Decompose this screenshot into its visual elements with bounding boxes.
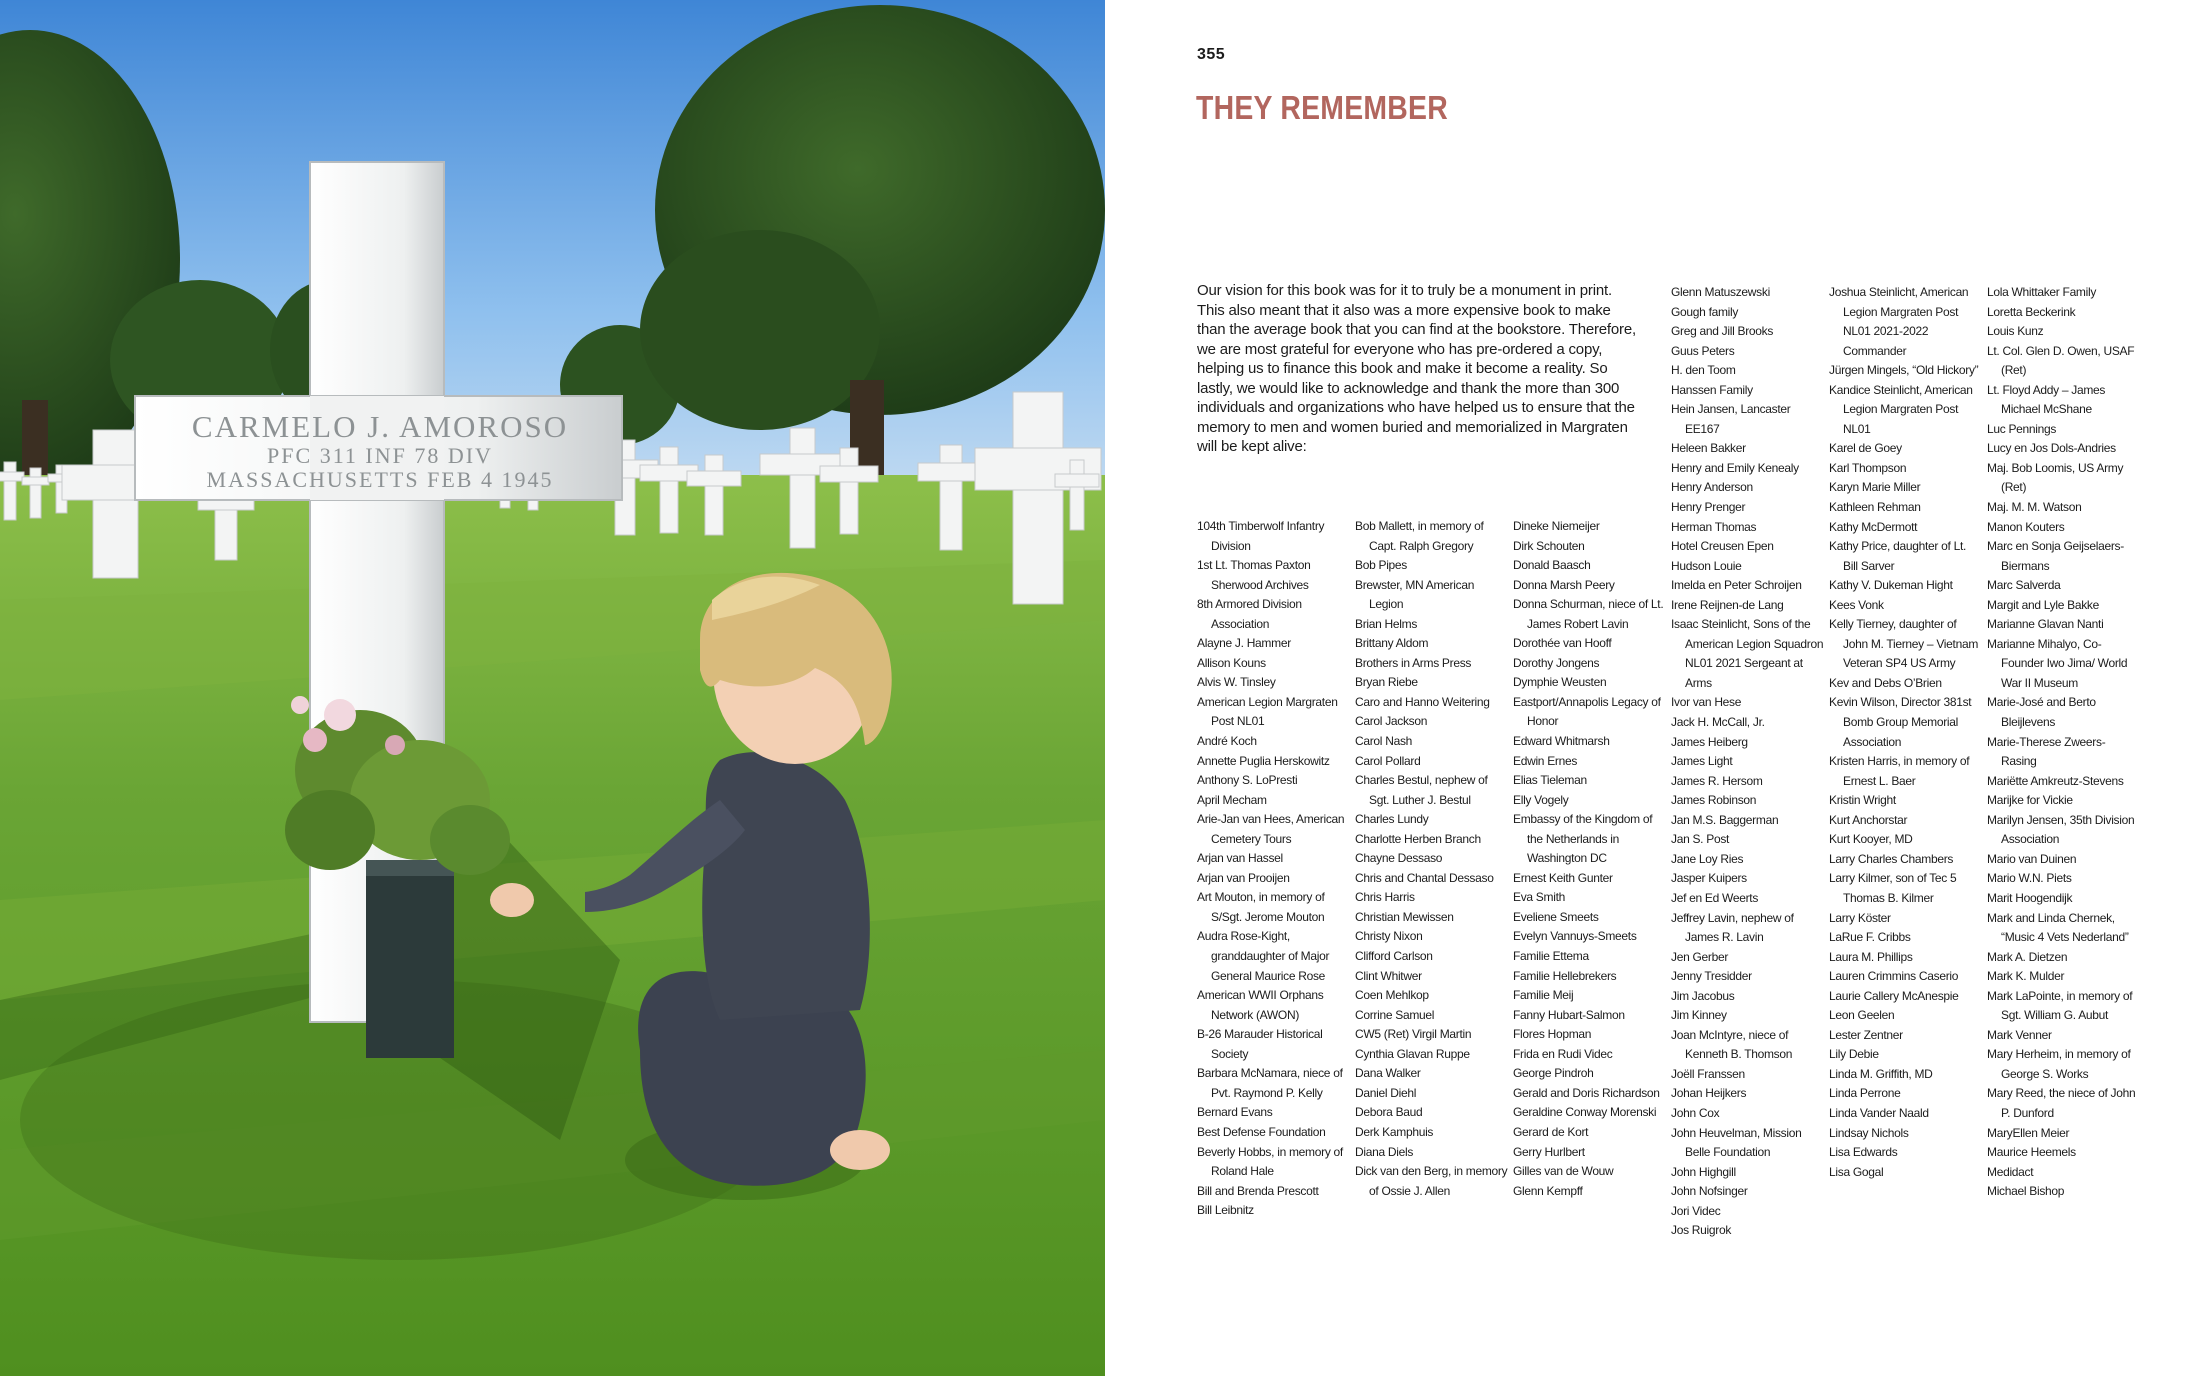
name-entry: Mario van Duinen xyxy=(1987,851,2077,866)
name-entry: Kevin Wilson, Director 381st Bomb Group Memorial Association xyxy=(1829,695,1972,749)
name-entry: Cynthia Glavan Ruppe xyxy=(1355,1046,1470,1061)
name-entry: Greg and Jill Brooks xyxy=(1671,324,1774,339)
name-entry: Joëll Franssen xyxy=(1671,1066,1745,1081)
name-entry: Luc Pennings xyxy=(1987,421,2057,436)
name-entry: Dorothy Jongens xyxy=(1513,655,1600,670)
name-entry: Hein Jansen, Lancaster EE167 xyxy=(1671,402,1791,436)
name-entry: Michael Bishop xyxy=(1987,1184,2065,1199)
name-entry: H. den Toom xyxy=(1671,363,1736,378)
name-entry: Carol Nash xyxy=(1355,734,1413,749)
name-entry: Jeffrey Lavin, nephew of James R. Lavin xyxy=(1671,910,1794,945)
name-entry: Chayne Dessaso xyxy=(1355,851,1443,866)
name-column-2 xyxy=(1355,517,1508,1201)
text-page xyxy=(1105,0,2210,1376)
name-entry: Isaac Steinlicht, Sons of the American Legion Squadron NL01 2021 Sergeant at Arms xyxy=(1671,617,1824,690)
name-entry: Charlotte Herben Branch xyxy=(1355,831,1481,846)
name-entry: Dineke Niemeijer xyxy=(1513,519,1600,533)
name-entry: CW5 (Ret) Virgil Martin xyxy=(1355,1027,1472,1042)
name-entry: 1st Lt. Thomas Paxton Sherwood Archives xyxy=(1197,558,1311,592)
name-entry: Mary Herheim, in memory of George S. Works xyxy=(1987,1047,2131,1081)
name-entry: Hotel Creusen Epen xyxy=(1671,539,1774,554)
name-entry: Mary Reed, the niece of John P. Dunford xyxy=(1987,1086,2136,1120)
name-entry: Maj. M. M. Watson xyxy=(1987,500,2082,515)
name-entry: Kelly Tierney, daughter of John M. Tierney – Vietnam Veteran SP4 US Army xyxy=(1829,617,1979,671)
name-entry: Clifford Carlson xyxy=(1355,949,1433,964)
name-entry: Linda M. Griffith, MD xyxy=(1829,1066,1933,1081)
name-entry: Mario W.N. Piets xyxy=(1987,871,2072,886)
name-entry: Marianne Mihalyo, Co-Founder Iwo Jima/ World War II Museum xyxy=(1987,636,2128,690)
name-entry: John Highgill xyxy=(1671,1164,1736,1179)
name-entry: Elias Tieleman xyxy=(1513,773,1587,788)
name-entry: Marijke for Vickie xyxy=(1987,793,2073,808)
name-entry: Allison Kouns xyxy=(1197,655,1266,670)
name-entry: Maurice Heemels xyxy=(1987,1145,2076,1160)
name-entry: Embassy of the Kingdom of the Netherlands in Washington DC xyxy=(1513,812,1653,866)
name-entry: Dorothée van Hooff xyxy=(1513,636,1612,651)
name-entry: Art Mouton, in memory of S/Sgt. Jerome Mouton xyxy=(1197,890,1325,924)
name-entry: Clint Whitwer xyxy=(1355,968,1422,983)
name-entry: Bernard Evans xyxy=(1197,1105,1273,1120)
name-entry: 104th Timberwolf Infantry Division xyxy=(1197,519,1325,553)
name-entry: Chris and Chantal Dessaso xyxy=(1355,870,1494,885)
name-entry: Carol Pollard xyxy=(1355,753,1421,768)
name-entry: Marc en Sonja Geijselaers-Biermans xyxy=(1987,539,2124,573)
name-entry: American WWII Orphans Network (AWON) xyxy=(1197,988,1324,1022)
name-entry: Jürgen Mingels, “Old Hickory” xyxy=(1829,363,1979,378)
cross-name: CARMELO J. AMOROSO xyxy=(191,409,569,444)
name-entry: Geraldine Conway Morenski xyxy=(1513,1105,1657,1120)
name-entry: Beverly Hobbs, in memory of Roland Hale xyxy=(1197,1144,1343,1179)
name-entry: Glenn Kempff xyxy=(1513,1183,1583,1198)
name-entry: Charles Lundy xyxy=(1355,812,1429,827)
name-entry: Joshua Steinlicht, American Legion Margraten Post NL01 2021-2022 Commander xyxy=(1829,285,1969,358)
name-entry: Gough family xyxy=(1671,304,1739,319)
name-entry: Jim Jacobus xyxy=(1671,988,1735,1003)
name-entry: Margit and Lyle Bakke xyxy=(1987,597,2099,612)
name-entry: Lily Debie xyxy=(1829,1047,1879,1062)
name-entry: Karl Thompson xyxy=(1829,460,1907,475)
name-entry: Jasper Kuipers xyxy=(1671,871,1747,886)
name-entry: MaryEllen Meier xyxy=(1987,1125,2070,1140)
name-entry: Mariëtte Amkreutz-Stevens xyxy=(1987,773,2124,788)
name-entry: Loretta Beckerink xyxy=(1987,304,2076,319)
name-entry: Fanny Hubart-Salmon xyxy=(1513,1007,1625,1022)
name-entry: George Pindroh xyxy=(1513,1066,1594,1081)
name-entry: Laura M. Phillips xyxy=(1829,949,1913,964)
name-entry: Jef en Ed Weerts xyxy=(1671,890,1759,905)
name-entry: Caro and Hanno Weitering xyxy=(1355,694,1490,709)
name-entry: Arie-Jan van Hees, American Cemetery Tours xyxy=(1197,812,1345,846)
name-entry: Larry Kilmer, son of Tec 5 Thomas B. Kilmer xyxy=(1829,871,1957,905)
name-entry: Mark and Linda Chernek, “Music 4 Vets Nederland” xyxy=(1987,910,2129,945)
name-entry: Herman Thomas xyxy=(1671,519,1757,534)
name-entry: Lola Whittaker Family xyxy=(1987,285,2097,299)
name-entry: Diana Diels xyxy=(1355,1144,1414,1159)
name-entry: James Robinson xyxy=(1671,793,1757,808)
intro-paragraph: Our vision for this book was for it to truly be a monument in print. This also meant that it also was a more expensive book to make than the average book that you can find at the bookstore. Therefore, we are most grateful for everyone who has pre-ordered a copy, helping us to finance this book and make it become a reality. So lastly, we would like to acknowledge and thank the more than 300 individuals and organizations who have helped us to ensure that the memory to men and women buried and memorialized in Margraten will be kept alive: xyxy=(1197,282,1636,455)
name-entry: Chris Harris xyxy=(1355,890,1415,905)
name-entry: Annette Puglia Herskowitz xyxy=(1197,753,1330,768)
name-entry: Evelyn Vannuys-Smeets xyxy=(1513,929,1637,944)
name-entry: Alvis W. Tinsley xyxy=(1197,675,1276,690)
name-entry: Kurt Anchorstar xyxy=(1829,812,1908,827)
name-entry: Bill Leibnitz xyxy=(1197,1203,1254,1218)
name-entry: Corrine Samuel xyxy=(1355,1007,1435,1022)
name-entry: Joan McIntyre, niece of Kenneth B. Thomson xyxy=(1671,1027,1793,1062)
name-entry: Mark LaPointe, in memory of Sgt. William G. Aubut xyxy=(1987,988,2133,1023)
name-entry: Kathy McDermott xyxy=(1829,519,1918,534)
name-entry: Maj. Bob Loomis, US Army (Ret) xyxy=(1987,460,2124,495)
name-entry: Bob Pipes xyxy=(1355,558,1408,573)
name-entry: Kees Vonk xyxy=(1829,597,1884,612)
name-column-4 xyxy=(1671,283,1824,1241)
name-entry: Arjan van Prooijen xyxy=(1197,870,1290,885)
name-entry: Brittany Aldom xyxy=(1355,636,1429,651)
name-entry: Edward Whitmarsh xyxy=(1513,734,1610,749)
name-entry: Linda Vander Naald xyxy=(1829,1105,1929,1120)
name-entry: Jan S. Post xyxy=(1671,832,1730,847)
name-entry: Anthony S. LoPresti xyxy=(1197,773,1298,788)
name-entry: American Legion Margraten Post NL01 xyxy=(1197,694,1338,729)
name-entry: April Mecham xyxy=(1197,792,1267,807)
name-entry: Louis Kunz xyxy=(1987,324,2044,339)
name-entry: Gerard de Kort xyxy=(1513,1124,1589,1139)
name-entry: Elly Vogely xyxy=(1513,792,1569,807)
name-entry: Bryan Riebe xyxy=(1355,675,1418,690)
name-entry: Eveliene Smeets xyxy=(1513,909,1599,924)
name-entry: André Koch xyxy=(1197,734,1257,749)
name-entry: Coen Mehlkop xyxy=(1355,988,1429,1003)
name-entry: Larry Köster xyxy=(1829,910,1891,925)
name-entry: Bob Mallett, in memory of Capt. Ralph Gregory xyxy=(1355,519,1484,553)
name-entry: Gerald and Doris Richardson xyxy=(1513,1085,1660,1100)
name-entry: Lt. Floyd Addy – James Michael McShane xyxy=(1987,382,2106,417)
name-entry: Carol Jackson xyxy=(1355,714,1428,729)
name-entry: James R. Hersom xyxy=(1671,773,1763,788)
name-entry: Dymphie Weusten xyxy=(1513,675,1607,690)
name-entry: Donna Schurman, niece of Lt. James Robert Lavin xyxy=(1513,597,1664,631)
name-entry: Jori Videc xyxy=(1671,1203,1721,1218)
name-entry: Lt. Col. Glen D. Owen, USAF (Ret) xyxy=(1987,343,2135,378)
name-entry: Debora Baud xyxy=(1355,1105,1423,1120)
name-entry: Frida en Rudi Videc xyxy=(1513,1046,1613,1061)
name-entry: Eva Smith xyxy=(1513,890,1565,905)
name-entry: Mark A. Dietzen xyxy=(1987,949,2068,964)
name-entry: Kathleen Rehman xyxy=(1829,500,1921,515)
name-entry: Mark K. Mulder xyxy=(1987,969,2065,984)
name-entry: Flores Hopman xyxy=(1513,1027,1592,1042)
name-entry: Kurt Kooyer, MD xyxy=(1829,832,1913,847)
name-entry: Familie Ettema xyxy=(1513,949,1589,964)
name-entry: Arjan van Hassel xyxy=(1197,851,1283,866)
name-entry: Brian Helms xyxy=(1355,616,1418,631)
page-title: THEY REMEMBER xyxy=(1196,89,1448,126)
name-entry: Eastport/Annapolis Legacy of Honor xyxy=(1513,694,1661,729)
name-entry: Ivor van Hese xyxy=(1671,695,1742,710)
name-entry: 8th Armored Division Association xyxy=(1197,597,1302,631)
name-entry: Marc Salverda xyxy=(1987,578,2061,593)
name-entry: Jack H. McCall, Jr. xyxy=(1671,715,1765,730)
name-entry: John Cox xyxy=(1671,1105,1720,1120)
name-entry: Gilles van de Wouw xyxy=(1513,1164,1614,1179)
name-entry: Familie Meij xyxy=(1513,988,1574,1003)
name-entry: Charles Bestul, nephew of Sgt. Luther J. Bestul xyxy=(1355,773,1488,807)
name-entry: Glenn Matuszewski xyxy=(1671,285,1770,299)
name-entry: Linda Perrone xyxy=(1829,1086,1901,1101)
name-entry: Kandice Steinlicht, American Legion Margraten Post NL01 xyxy=(1829,382,1973,436)
name-entry: Edwin Ernes xyxy=(1513,753,1578,768)
cross-unit: PFC 311 INF 78 DIV xyxy=(267,443,493,468)
name-entry: Henry and Emily Kenealy xyxy=(1671,460,1799,475)
name-entry: Heleen Bakker xyxy=(1671,441,1746,456)
name-entry: Brothers in Arms Press xyxy=(1355,655,1472,670)
name-entry: Lindsay Nichols xyxy=(1829,1125,1909,1140)
name-entry: Daniel Diehl xyxy=(1355,1085,1417,1100)
name-entry: Audra Rose-Kight, granddaughter of Major General Maurice Rose xyxy=(1197,929,1330,983)
name-entry: James Heiberg xyxy=(1671,734,1748,749)
page-number: 355 xyxy=(1197,46,1226,63)
name-column-6 xyxy=(1987,283,2137,1202)
name-entry: Christian Mewissen xyxy=(1355,909,1454,924)
name-entry: Lucy en Jos Dols-Andries xyxy=(1987,441,2116,456)
name-entry: Henry Anderson xyxy=(1671,480,1753,495)
name-entry: Donald Baasch xyxy=(1513,558,1591,573)
name-entry: Lisa Edwards xyxy=(1829,1145,1898,1160)
name-entry: Guus Peters xyxy=(1671,343,1735,358)
name-entry: Imelda en Peter Schroijen xyxy=(1671,578,1802,593)
name-entry: Laurie Callery McAnespie xyxy=(1829,988,1959,1003)
name-entry: Hanssen Family xyxy=(1671,382,1753,397)
name-entry: Kristen Harris, in memory of Ernest L. Baer xyxy=(1829,754,1970,788)
name-entry: Marilyn Jensen, 35th Division Association xyxy=(1987,812,2135,847)
name-entry: Kev and Debs O’Brien xyxy=(1829,675,1942,690)
name-entry: James Light xyxy=(1671,754,1733,769)
name-entry: Hudson Louie xyxy=(1671,558,1742,573)
name-entry: Dick van den Berg, in memory of Ossie J. Allen xyxy=(1355,1164,1508,1198)
name-entry: Lisa Gogal xyxy=(1829,1164,1884,1179)
name-entry: Jane Loy Ries xyxy=(1671,851,1744,866)
name-entry: John Nofsinger xyxy=(1671,1184,1748,1199)
name-entry: Irene Reijnen-de Lang xyxy=(1671,597,1784,612)
name-entry: Kristin Wright xyxy=(1829,793,1896,808)
name-entry: Ernest Keith Gunter xyxy=(1513,870,1613,885)
name-entry: Derk Kamphuis xyxy=(1355,1124,1434,1139)
name-entry: Manon Kouters xyxy=(1987,519,2065,534)
name-entry: Christy Nixon xyxy=(1355,929,1423,944)
name-entry: Karel de Goey xyxy=(1829,441,1902,456)
name-entry: Kathy Price, daughter of Lt. Bill Sarver xyxy=(1829,539,1967,573)
name-entry: Lester Zentner xyxy=(1829,1027,1903,1042)
name-entry: Lauren Crimmins Caserio xyxy=(1829,969,1959,984)
name-entry: Jim Kinney xyxy=(1671,1008,1727,1023)
name-entry: LaRue F. Cribbs xyxy=(1829,930,1911,945)
name-entry: Jan M.S. Baggerman xyxy=(1671,812,1779,827)
name-entry: Larry Charles Chambers xyxy=(1829,851,1954,866)
name-entry: Alayne J. Hammer xyxy=(1197,636,1291,651)
name-entry: Kathy V. Dukeman Hight xyxy=(1829,578,1953,593)
name-entry: Leon Geelen xyxy=(1829,1008,1895,1023)
name-entry: Jen Gerber xyxy=(1671,949,1729,964)
name-entry: Familie Hellebrekers xyxy=(1513,968,1617,983)
name-entry: Karyn Marie Miller xyxy=(1829,480,1921,495)
name-column-5 xyxy=(1829,283,1982,1182)
name-entry: Henry Prenger xyxy=(1671,500,1746,515)
name-entry: Jenny Tresidder xyxy=(1671,969,1752,984)
name-entry: Barbara McNamara, niece of Pvt. Raymond P. Kelly xyxy=(1197,1066,1343,1100)
name-entry: Jos Ruigrok xyxy=(1671,1223,1732,1238)
name-entry: John Heuvelman, Mission Belle Foundation xyxy=(1671,1125,1802,1160)
cross-state-date: MASSACHUSETTS FEB 4 1945 xyxy=(206,467,554,492)
name-entry: Best Defense Foundation xyxy=(1197,1124,1326,1139)
name-column-1 xyxy=(1197,517,1350,1221)
name-entry: Donna Marsh Peery xyxy=(1513,577,1615,592)
name-entry: B-26 Marauder Historical Society xyxy=(1197,1027,1323,1061)
name-column-3 xyxy=(1513,517,1666,1201)
name-entry: Johan Heijkers xyxy=(1671,1086,1747,1101)
name-entry: Marie-Therese Zweers-Rasing xyxy=(1987,734,2106,769)
name-entry: Dana Walker xyxy=(1355,1066,1421,1081)
name-entry: Brewster, MN American Legion xyxy=(1355,577,1475,612)
name-entry: Marit Hoogendijk xyxy=(1987,890,2073,905)
name-entry: Dirk Schouten xyxy=(1513,538,1585,553)
name-entry: Marie-José and Berto Bleijlevens xyxy=(1987,695,2096,730)
name-entry: Gerry Hurlbert xyxy=(1513,1144,1585,1159)
name-entry: Bill and Brenda Prescott xyxy=(1197,1183,1319,1198)
name-entry: Mark Venner xyxy=(1987,1027,2052,1042)
name-entry: Medidact xyxy=(1987,1164,2034,1179)
name-entry: Marianne Glavan Nanti xyxy=(1987,617,2104,632)
